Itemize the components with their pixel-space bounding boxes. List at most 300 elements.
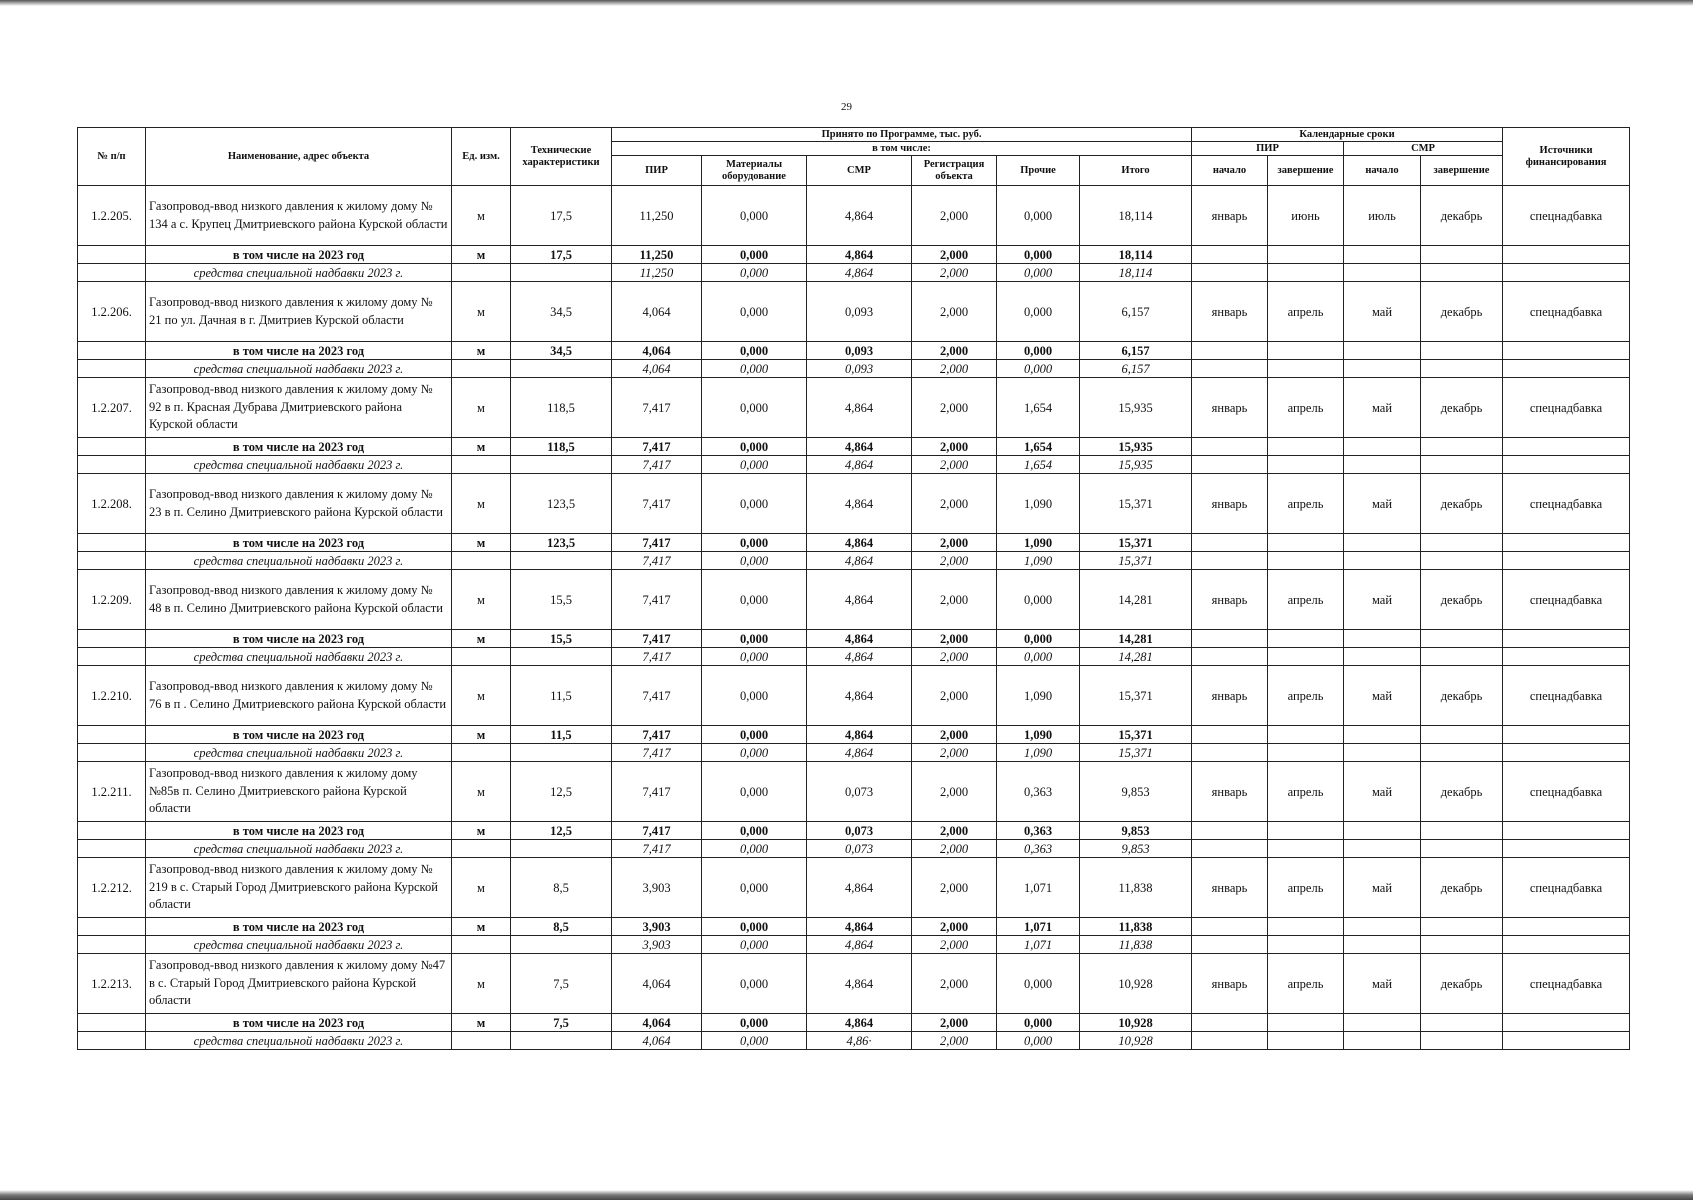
- smr-start-cell: май: [1344, 858, 1421, 918]
- funding-label: средства специальной надбавки 2023 г.: [146, 744, 452, 762]
- header-name: Наименование, адрес объекта: [146, 128, 452, 186]
- empty-cell: [78, 552, 146, 570]
- header-smr-end: завершение: [1421, 156, 1503, 186]
- empty-cell: [78, 822, 146, 840]
- other-cell: 0,000: [997, 246, 1080, 264]
- empty-cell: [78, 726, 146, 744]
- tech-cell: 17,5: [511, 186, 612, 246]
- registration-cell: 2,000: [912, 822, 997, 840]
- empty-cell: [1192, 552, 1268, 570]
- empty-cell: [1503, 552, 1630, 570]
- empty-cell: [1268, 342, 1344, 360]
- empty-cell: [1268, 246, 1344, 264]
- empty-cell: [1268, 840, 1344, 858]
- subtotal-label: в том числе на 2023 год: [146, 822, 452, 840]
- empty-cell: [1268, 456, 1344, 474]
- header-smr-start: начало: [1344, 156, 1421, 186]
- other-cell: 1,090: [997, 726, 1080, 744]
- pir-cell: 7,417: [612, 762, 702, 822]
- pir-cell: 7,417: [612, 438, 702, 456]
- empty-cell: [452, 1032, 511, 1050]
- subtotal-row: [78, 438, 1630, 456]
- table-row: [78, 186, 1630, 246]
- other-cell: 1,071: [997, 858, 1080, 918]
- total-cell: 18,114: [1080, 186, 1192, 246]
- empty-cell: [452, 648, 511, 666]
- funding-label: средства специальной надбавки 2023 г.: [146, 648, 452, 666]
- empty-cell: [1503, 534, 1630, 552]
- empty-cell: [78, 744, 146, 762]
- tech-cell: 123,5: [511, 474, 612, 534]
- materials-cell: 0,000: [702, 438, 807, 456]
- smr-cell: 4,864: [807, 936, 912, 954]
- materials-cell: 0,000: [702, 1014, 807, 1032]
- empty-cell: [1268, 1032, 1344, 1050]
- empty-cell: [511, 360, 612, 378]
- empty-cell: [78, 648, 146, 666]
- registration-cell: 2,000: [912, 552, 997, 570]
- materials-cell: 0,000: [702, 246, 807, 264]
- registration-cell: 2,000: [912, 666, 997, 726]
- empty-cell: [1344, 438, 1421, 456]
- table-row: [78, 282, 1630, 342]
- pir-start-cell: январь: [1192, 282, 1268, 342]
- tech-cell: 7,5: [511, 1014, 612, 1032]
- empty-cell: [1421, 744, 1503, 762]
- tech-cell: 12,5: [511, 762, 612, 822]
- pir-end-cell: апрель: [1268, 570, 1344, 630]
- empty-cell: [1503, 246, 1630, 264]
- smr-cell: 4,864: [807, 570, 912, 630]
- other-cell: 0,363: [997, 762, 1080, 822]
- header-num: № п/п: [78, 128, 146, 186]
- funding-row: [78, 552, 1630, 570]
- header-cal-smr: СМР: [1344, 142, 1503, 156]
- smr-cell: 0,093: [807, 342, 912, 360]
- scan-edge-bottom: [0, 1190, 1693, 1200]
- empty-cell: [1192, 744, 1268, 762]
- empty-cell: [1344, 552, 1421, 570]
- unit-cell: м: [452, 954, 511, 1014]
- total-cell: 9,853: [1080, 840, 1192, 858]
- funding-label: средства специальной надбавки 2023 г.: [146, 264, 452, 282]
- empty-cell: [1503, 1014, 1630, 1032]
- total-cell: 15,371: [1080, 726, 1192, 744]
- smr-cell: 4,864: [807, 666, 912, 726]
- empty-cell: [1192, 456, 1268, 474]
- smr-start-cell: май: [1344, 474, 1421, 534]
- total-cell: 9,853: [1080, 762, 1192, 822]
- registration-cell: 2,000: [912, 186, 997, 246]
- other-cell: 0,000: [997, 1032, 1080, 1050]
- materials-cell: 0,000: [702, 936, 807, 954]
- materials-cell: 0,000: [702, 552, 807, 570]
- empty-cell: [452, 936, 511, 954]
- empty-cell: [78, 456, 146, 474]
- empty-cell: [1344, 246, 1421, 264]
- registration-cell: 2,000: [912, 648, 997, 666]
- empty-cell: [1192, 438, 1268, 456]
- table-row: [78, 954, 1630, 1014]
- tech-cell: 15,5: [511, 630, 612, 648]
- empty-cell: [1344, 1032, 1421, 1050]
- tech-cell: 8,5: [511, 918, 612, 936]
- tech-cell: 17,5: [511, 246, 612, 264]
- registration-cell: 2,000: [912, 438, 997, 456]
- registration-cell: 2,000: [912, 264, 997, 282]
- materials-cell: 0,000: [702, 360, 807, 378]
- unit-cell: м: [452, 762, 511, 822]
- smr-start-cell: май: [1344, 666, 1421, 726]
- empty-cell: [1421, 246, 1503, 264]
- registration-cell: 2,000: [912, 246, 997, 264]
- object-name: Газопровод-ввод низкого давления к жилому дому № 23 в п. Селино Дмитриевского района Курской области: [146, 474, 452, 534]
- row-num: 1.2.208.: [78, 474, 146, 534]
- pir-cell: 7,417: [612, 648, 702, 666]
- unit-cell: м: [452, 534, 511, 552]
- materials-cell: 0,000: [702, 342, 807, 360]
- materials-cell: 0,000: [702, 822, 807, 840]
- smr-end-cell: декабрь: [1421, 762, 1503, 822]
- materials-cell: 0,000: [702, 954, 807, 1014]
- header-pir-end: завершение: [1268, 156, 1344, 186]
- empty-cell: [1268, 552, 1344, 570]
- funding-label: средства специальной надбавки 2023 г.: [146, 552, 452, 570]
- total-cell: 9,853: [1080, 822, 1192, 840]
- pir-start-cell: январь: [1192, 474, 1268, 534]
- funding-row: [78, 360, 1630, 378]
- empty-cell: [1268, 1014, 1344, 1032]
- empty-cell: [1344, 936, 1421, 954]
- empty-cell: [78, 936, 146, 954]
- empty-cell: [511, 552, 612, 570]
- total-cell: 14,281: [1080, 630, 1192, 648]
- smr-end-cell: декабрь: [1421, 378, 1503, 438]
- empty-cell: [1192, 630, 1268, 648]
- empty-cell: [1344, 534, 1421, 552]
- smr-cell: 0,093: [807, 282, 912, 342]
- smr-cell: 4,864: [807, 378, 912, 438]
- other-cell: 0,000: [997, 282, 1080, 342]
- pir-end-cell: апрель: [1268, 858, 1344, 918]
- smr-end-cell: декабрь: [1421, 954, 1503, 1014]
- subtotal-row: [78, 630, 1630, 648]
- unit-cell: м: [452, 378, 511, 438]
- materials-cell: 0,000: [702, 1032, 807, 1050]
- subtotal-row: [78, 1014, 1630, 1032]
- pir-cell: 7,417: [612, 744, 702, 762]
- registration-cell: 2,000: [912, 936, 997, 954]
- other-cell: 0,000: [997, 570, 1080, 630]
- empty-cell: [1421, 438, 1503, 456]
- total-cell: 11,838: [1080, 936, 1192, 954]
- smr-cell: 4,864: [807, 246, 912, 264]
- other-cell: 1,090: [997, 744, 1080, 762]
- total-cell: 11,838: [1080, 918, 1192, 936]
- empty-cell: [1503, 648, 1630, 666]
- empty-cell: [1421, 534, 1503, 552]
- empty-cell: [1421, 342, 1503, 360]
- registration-cell: 2,000: [912, 744, 997, 762]
- pir-cell: 7,417: [612, 378, 702, 438]
- materials-cell: 0,000: [702, 264, 807, 282]
- smr-cell: 4,864: [807, 264, 912, 282]
- empty-cell: [452, 552, 511, 570]
- materials-cell: 0,000: [702, 666, 807, 726]
- empty-cell: [1421, 936, 1503, 954]
- registration-cell: 2,000: [912, 918, 997, 936]
- pir-end-cell: апрель: [1268, 954, 1344, 1014]
- pir-end-cell: апрель: [1268, 378, 1344, 438]
- funding-label: средства специальной надбавки 2023 г.: [146, 936, 452, 954]
- empty-cell: [1192, 360, 1268, 378]
- other-cell: 1,090: [997, 534, 1080, 552]
- page-number: 29: [841, 101, 852, 113]
- smr-cell: 4,864: [807, 534, 912, 552]
- registration-cell: 2,000: [912, 282, 997, 342]
- unit-cell: м: [452, 246, 511, 264]
- pir-start-cell: январь: [1192, 954, 1268, 1014]
- pir-end-cell: апрель: [1268, 474, 1344, 534]
- empty-cell: [1192, 534, 1268, 552]
- pir-cell: 7,417: [612, 534, 702, 552]
- tech-cell: 8,5: [511, 858, 612, 918]
- empty-cell: [1421, 840, 1503, 858]
- subtotal-label: в том числе на 2023 год: [146, 726, 452, 744]
- other-cell: 0,363: [997, 822, 1080, 840]
- pir-cell: 11,250: [612, 264, 702, 282]
- unit-cell: м: [452, 570, 511, 630]
- header-materials: Материалы оборудование: [702, 156, 807, 186]
- smr-cell: 4,864: [807, 630, 912, 648]
- empty-cell: [452, 456, 511, 474]
- smr-end-cell: декабрь: [1421, 570, 1503, 630]
- unit-cell: м: [452, 666, 511, 726]
- smr-cell: 4,864: [807, 552, 912, 570]
- materials-cell: 0,000: [702, 840, 807, 858]
- total-cell: 10,928: [1080, 954, 1192, 1014]
- smr-end-cell: декабрь: [1421, 282, 1503, 342]
- empty-cell: [1344, 822, 1421, 840]
- unit-cell: м: [452, 918, 511, 936]
- other-cell: 0,000: [997, 630, 1080, 648]
- row-num: 1.2.211.: [78, 762, 146, 822]
- materials-cell: 0,000: [702, 456, 807, 474]
- materials-cell: 0,000: [702, 534, 807, 552]
- pir-cell: 7,417: [612, 552, 702, 570]
- unit-cell: м: [452, 858, 511, 918]
- funding-row: [78, 936, 1630, 954]
- funding-row: [78, 1032, 1630, 1050]
- empty-cell: [1503, 456, 1630, 474]
- subtotal-row: [78, 246, 1630, 264]
- pir-cell: 4,064: [612, 342, 702, 360]
- pir-cell: 7,417: [612, 630, 702, 648]
- other-cell: 0,000: [997, 264, 1080, 282]
- empty-cell: [1344, 744, 1421, 762]
- pir-cell: 11,250: [612, 246, 702, 264]
- smr-end-cell: декабрь: [1421, 858, 1503, 918]
- total-cell: 10,928: [1080, 1014, 1192, 1032]
- registration-cell: 2,000: [912, 762, 997, 822]
- total-cell: 6,157: [1080, 282, 1192, 342]
- source-cell: спецнадбавка: [1503, 666, 1630, 726]
- registration-cell: 2,000: [912, 378, 997, 438]
- object-name: Газопровод-ввод низкого давления к жилому дому № 92 в п. Красная Дубрава Дмитриевского района Курской области: [146, 378, 452, 438]
- materials-cell: 0,000: [702, 186, 807, 246]
- empty-cell: [1268, 918, 1344, 936]
- empty-cell: [1503, 1032, 1630, 1050]
- empty-cell: [1503, 936, 1630, 954]
- empty-cell: [1421, 822, 1503, 840]
- empty-cell: [1192, 726, 1268, 744]
- registration-cell: 2,000: [912, 534, 997, 552]
- empty-cell: [1192, 822, 1268, 840]
- total-cell: 15,935: [1080, 438, 1192, 456]
- smr-cell: 0,073: [807, 762, 912, 822]
- smr-start-cell: май: [1344, 378, 1421, 438]
- empty-cell: [1192, 1014, 1268, 1032]
- pir-cell: 7,417: [612, 822, 702, 840]
- pir-end-cell: апрель: [1268, 762, 1344, 822]
- smr-start-cell: май: [1344, 762, 1421, 822]
- materials-cell: 0,000: [702, 648, 807, 666]
- materials-cell: 0,000: [702, 918, 807, 936]
- unit-cell: м: [452, 630, 511, 648]
- pir-cell: 7,417: [612, 726, 702, 744]
- materials-cell: 0,000: [702, 762, 807, 822]
- empty-cell: [1268, 648, 1344, 666]
- funding-label: средства специальной надбавки 2023 г.: [146, 456, 452, 474]
- row-num: 1.2.210.: [78, 666, 146, 726]
- empty-cell: [1503, 822, 1630, 840]
- smr-start-cell: май: [1344, 570, 1421, 630]
- empty-cell: [1192, 918, 1268, 936]
- empty-cell: [1421, 264, 1503, 282]
- tech-cell: 11,5: [511, 726, 612, 744]
- pir-start-cell: январь: [1192, 666, 1268, 726]
- other-cell: 0,000: [997, 342, 1080, 360]
- funding-row: [78, 840, 1630, 858]
- total-cell: 15,935: [1080, 456, 1192, 474]
- other-cell: 0,363: [997, 840, 1080, 858]
- table-row: [78, 858, 1630, 918]
- pir-start-cell: январь: [1192, 570, 1268, 630]
- total-cell: 14,281: [1080, 648, 1192, 666]
- other-cell: 1,090: [997, 666, 1080, 726]
- empty-cell: [452, 744, 511, 762]
- empty-cell: [1344, 630, 1421, 648]
- empty-cell: [78, 342, 146, 360]
- registration-cell: 2,000: [912, 360, 997, 378]
- smr-start-cell: май: [1344, 954, 1421, 1014]
- other-cell: 0,000: [997, 954, 1080, 1014]
- subtotal-row: [78, 534, 1630, 552]
- empty-cell: [511, 1032, 612, 1050]
- empty-cell: [1421, 726, 1503, 744]
- source-cell: спецнадбавка: [1503, 474, 1630, 534]
- total-cell: 18,114: [1080, 246, 1192, 264]
- registration-cell: 2,000: [912, 858, 997, 918]
- object-name: Газопровод-ввод низкого давления к жилому дому №85в п. Селино Дмитриевского района Курской области: [146, 762, 452, 822]
- empty-cell: [1268, 630, 1344, 648]
- table-body: [78, 186, 1630, 1050]
- table-row: [78, 474, 1630, 534]
- empty-cell: [1421, 456, 1503, 474]
- pir-start-cell: январь: [1192, 378, 1268, 438]
- empty-cell: [1344, 456, 1421, 474]
- object-name: Газопровод-ввод низкого давления к жилому дому № 76 в п . Селино Дмитриевского района Курской области: [146, 666, 452, 726]
- materials-cell: 0,000: [702, 474, 807, 534]
- table-row: [78, 666, 1630, 726]
- pir-cell: 4,064: [612, 954, 702, 1014]
- subtotal-label: в том числе на 2023 год: [146, 630, 452, 648]
- empty-cell: [1344, 726, 1421, 744]
- other-cell: 1,654: [997, 438, 1080, 456]
- unit-cell: м: [452, 438, 511, 456]
- other-cell: 1,071: [997, 918, 1080, 936]
- empty-cell: [78, 630, 146, 648]
- materials-cell: 0,000: [702, 630, 807, 648]
- unit-cell: м: [452, 822, 511, 840]
- total-cell: 15,371: [1080, 552, 1192, 570]
- empty-cell: [78, 918, 146, 936]
- pir-start-cell: январь: [1192, 186, 1268, 246]
- header-cal-pir: ПИР: [1192, 142, 1344, 156]
- empty-cell: [1192, 246, 1268, 264]
- empty-cell: [1503, 918, 1630, 936]
- smr-cell: 4,864: [807, 726, 912, 744]
- other-cell: 1,654: [997, 378, 1080, 438]
- header-sources: Источники финансирования: [1503, 128, 1630, 186]
- smr-end-cell: декабрь: [1421, 186, 1503, 246]
- source-cell: спецнадбавка: [1503, 570, 1630, 630]
- subtotal-row: [78, 918, 1630, 936]
- unit-cell: м: [452, 282, 511, 342]
- row-num: 1.2.209.: [78, 570, 146, 630]
- pir-cell: 3,903: [612, 936, 702, 954]
- table-row: [78, 570, 1630, 630]
- total-cell: 15,371: [1080, 474, 1192, 534]
- materials-cell: 0,000: [702, 858, 807, 918]
- source-cell: спецнадбавка: [1503, 378, 1630, 438]
- empty-cell: [452, 264, 511, 282]
- pir-end-cell: апрель: [1268, 282, 1344, 342]
- empty-cell: [1503, 360, 1630, 378]
- total-cell: 18,114: [1080, 264, 1192, 282]
- empty-cell: [511, 456, 612, 474]
- empty-cell: [1268, 534, 1344, 552]
- table-row: [78, 378, 1630, 438]
- pir-cell: 4,064: [612, 1014, 702, 1032]
- pir-cell: 7,417: [612, 570, 702, 630]
- pir-cell: 4,064: [612, 360, 702, 378]
- empty-cell: [1421, 360, 1503, 378]
- total-cell: 15,371: [1080, 534, 1192, 552]
- header-tech: Технические характеристики: [511, 128, 612, 186]
- tech-cell: 118,5: [511, 438, 612, 456]
- empty-cell: [1192, 1032, 1268, 1050]
- other-cell: 0,000: [997, 360, 1080, 378]
- empty-cell: [1268, 726, 1344, 744]
- funding-row: [78, 456, 1630, 474]
- registration-cell: 2,000: [912, 1014, 997, 1032]
- row-num: 1.2.205.: [78, 186, 146, 246]
- empty-cell: [1268, 744, 1344, 762]
- registration-cell: 2,000: [912, 840, 997, 858]
- smr-start-cell: май: [1344, 282, 1421, 342]
- tech-cell: 34,5: [511, 342, 612, 360]
